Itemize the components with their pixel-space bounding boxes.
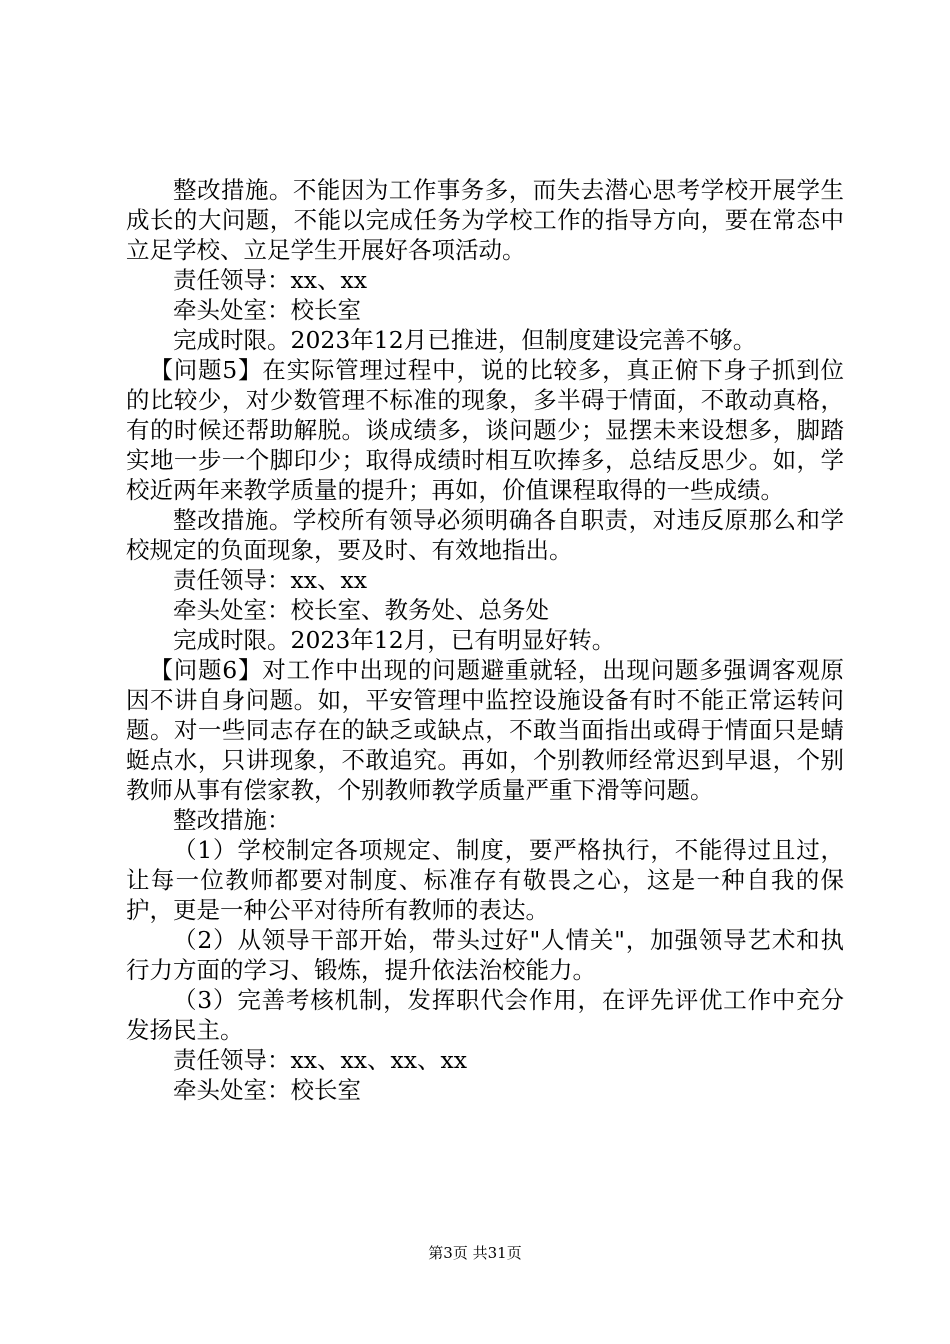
paragraph-leader-6: 责任领导：xx、xx、xx、xx	[173, 1046, 468, 1074]
paragraph-measure-6-item-2: （2）从领导干部开始，带头过好"人情关"，加强领导艺术和执行力方面的学习、锻炼，提升依法治校能力。	[126, 926, 844, 984]
page-number-label: 第3页 共31页	[428, 1244, 522, 1262]
paragraph-measure-5: 整改措施。学校所有领导必须明确各自职责，对违反原那么和学校规定的负面现象，要及时、有效地指出。	[126, 506, 844, 564]
paragraph-office-4: 牵头处室：校长室	[173, 296, 361, 324]
paragraph-deadline-4: 完成时限。2023年12月已推进，但制度建设完善不够。	[173, 326, 757, 354]
paragraph-measure-6-item-1: （1）学校制定各项规定、制度，要严格执行，不能得过且过，让每一位教师都要对制度、标准存有敬畏之心，这是一种自我的保护，更是一种公平对待所有教师的表达。	[126, 836, 844, 924]
paragraph-issue-5: 【问题5】在实际管理过程中，说的比较多，真正俯下身子抓到位的比较少，对少数管理不标准的现象，多半碍于情面，不敢动真格，有的时候还帮助解脱。谈成绩多，谈问题少；显摆未来设想多，脚踏实地一步一个脚印少；取得成绩时相互吹捧多，总结反思少。如，学校近两年来教学质量的提升；再如，价值课程取得的一些成绩。	[126, 356, 844, 504]
paragraph-measure-6-item-3: （3）完善考核机制，发挥职代会作用，在评先评优工作中充分发扬民主。	[126, 986, 844, 1044]
paragraph-office-5: 牵头处室：校长室、教务处、总务处	[173, 596, 549, 624]
paragraph-office-6: 牵头处室：校长室	[173, 1076, 361, 1104]
paragraph-measure-4: 整改措施。不能因为工作事务多，而失去潜心思考学校开展学生成长的大问题，不能以完成任务为学校工作的指导方向，要在常态中立足学校、立足学生开展好各项活动。	[126, 176, 844, 264]
paragraph-measure-6-title: 整改措施：	[173, 806, 291, 834]
document-body	[126, 175, 844, 1105]
page-footer	[0, 1243, 950, 1263]
paragraph-issue-6: 【问题6】对工作中出现的问题避重就轻，出现问题多强调客观原因不讲自身问题。如，平安管理中监控设施设备有时不能正常运转问题。对一些同志存在的缺乏或缺点，不敢当面指出或碍于情面只是蜻蜓点水，只讲现象，不敢追究。再如，个别教师经常迟到早退，个别教师从事有偿家教，个别教师教学质量严重下滑等问题。	[126, 656, 844, 804]
paragraph-leader-5: 责任领导：xx、xx	[173, 566, 368, 594]
paragraph-leader-4: 责任领导：xx、xx	[173, 266, 368, 294]
paragraph-deadline-5: 完成时限。2023年12月，已有明显好转。	[173, 626, 616, 654]
